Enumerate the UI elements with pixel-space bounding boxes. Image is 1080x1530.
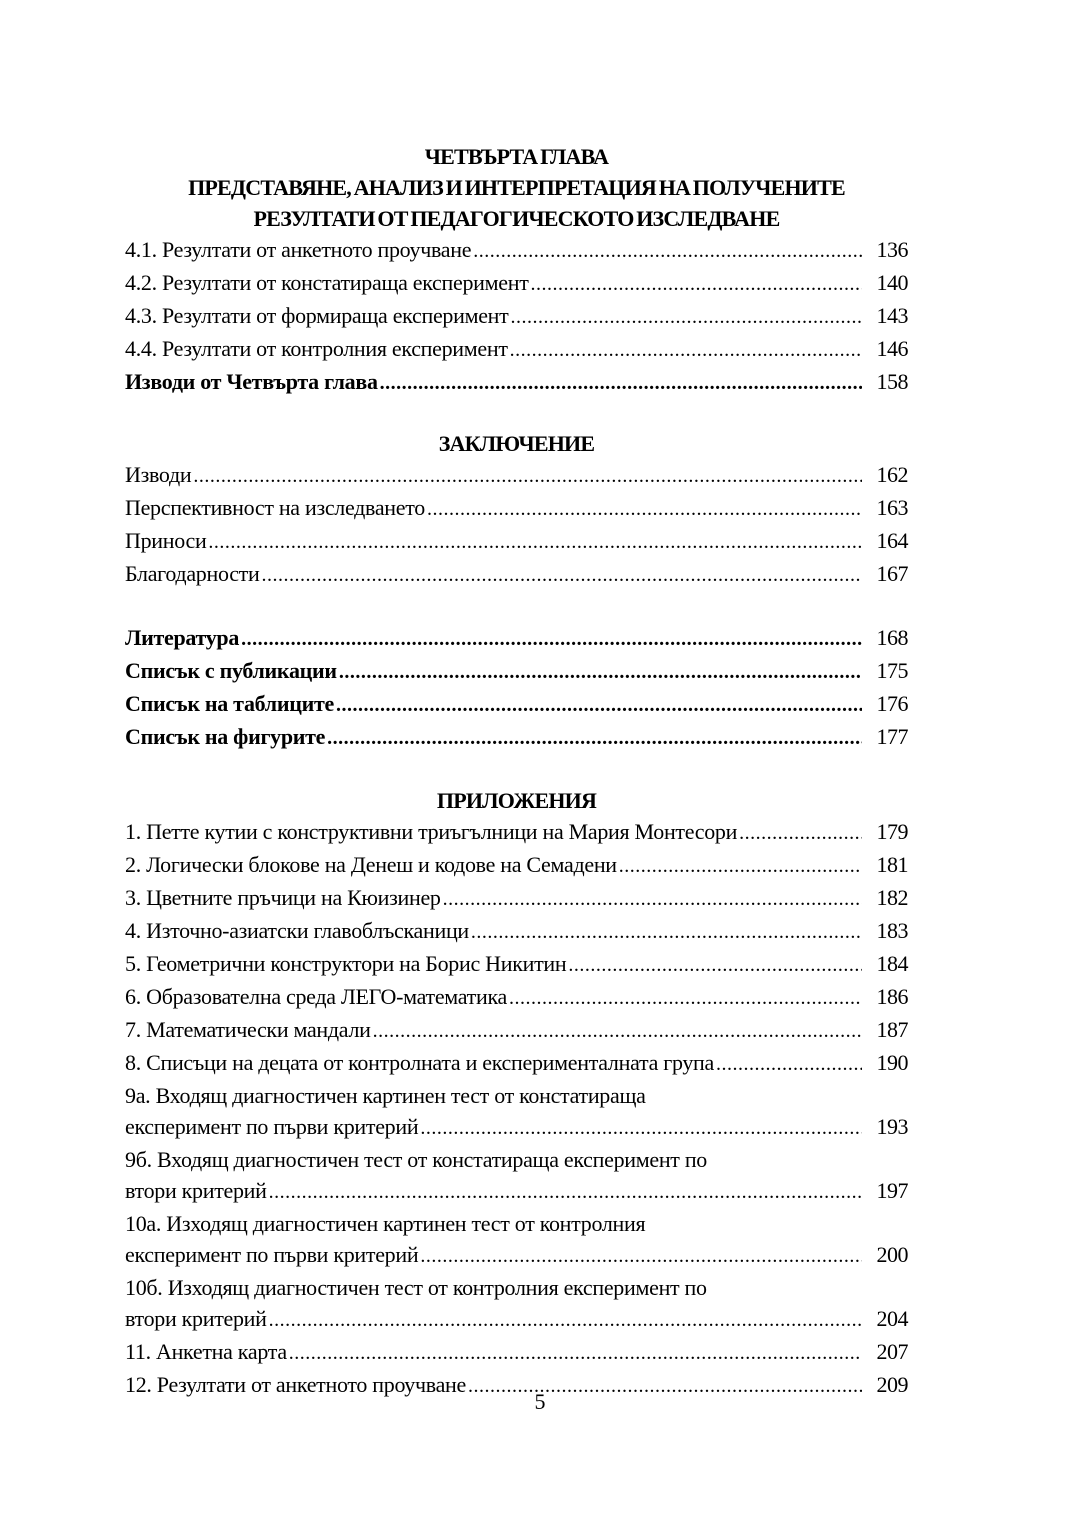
appendices-heading: ПРИЛОЖЕНИЯ	[436, 788, 597, 813]
toc-entry-title: Изводи	[125, 462, 192, 487]
dot-leader	[241, 624, 862, 655]
toc-entry	[125, 1014, 908, 1047]
toc-entry-title: Приноси	[125, 528, 207, 553]
dot-leader	[531, 269, 862, 300]
dot-leader	[568, 950, 862, 981]
dot-leader	[193, 461, 862, 492]
toc-entry	[125, 1239, 908, 1272]
toc-entry	[125, 721, 908, 754]
toc-entry-page: 190	[876, 1050, 908, 1075]
toc-entry-page: 182	[876, 885, 908, 910]
toc-entry-title: 4. Източно-азиатски главоблъсканици	[125, 918, 469, 943]
toc-entry	[125, 981, 908, 1014]
dot-leader	[420, 1241, 862, 1272]
toc-entry-title: експеримент по първи критерий	[125, 1242, 419, 1267]
toc-entry-page: 187	[876, 1017, 908, 1042]
dot-leader	[510, 302, 862, 333]
toc-entry-title-line-1: 10б. Изходящ диагностичен тест от контролния експеримент по	[125, 1275, 707, 1300]
toc-entry-title: 8. Списъци на децата от контролната и експерименталната група	[125, 1050, 714, 1075]
toc-entry-page: 184	[876, 951, 908, 976]
toc-entry-page: 181	[876, 852, 908, 877]
dot-leader	[443, 884, 862, 915]
toc-entry	[125, 366, 908, 399]
page-number: 5	[534, 1389, 546, 1414]
toc-entry	[125, 688, 908, 721]
toc-entry-title: 6. Образователна среда ЛЕГО-математика	[125, 984, 507, 1009]
toc-entry	[125, 948, 908, 981]
toc-entry-title: Изводи от Четвърта глава	[125, 369, 378, 394]
dot-leader	[327, 723, 862, 754]
toc-entry-title: 7. Математически мандали	[125, 1017, 371, 1042]
dot-leader	[269, 1305, 862, 1336]
toc-entry-page: 179	[876, 819, 908, 844]
toc-entry-page: 140	[876, 270, 908, 295]
toc-entry-title: 4.2. Резултати от констатираща експеримент	[125, 270, 529, 295]
toc-entry-page: 197	[876, 1178, 908, 1203]
toc-entry-page: 162	[876, 462, 908, 487]
toc-entry	[125, 333, 908, 366]
toc-entry	[125, 267, 908, 300]
toc-entry-title-line-1: 9б. Входящ диагностичен тест от констатираща експеримент по	[125, 1147, 707, 1172]
chapter-label: ЧЕТВЪРТА ГЛАВА	[424, 144, 609, 169]
toc-entry-title: 4.3. Резултати от формираща експеримент	[125, 303, 509, 328]
toc-entry	[125, 816, 908, 849]
dot-leader	[420, 1113, 862, 1144]
toc-entry	[125, 622, 908, 655]
toc-entry	[125, 525, 908, 558]
toc-entry-title: 1. Петте кутии с конструктивни триъгълници на Мария Монтесори	[125, 819, 738, 844]
toc-entry-page: 167	[876, 561, 908, 586]
toc-entry-page: 177	[876, 724, 908, 749]
conclusion-heading: ЗАКЛЮЧЕНИЕ	[438, 431, 595, 456]
toc-entry-page: 158	[876, 369, 908, 394]
toc-entry-page: 143	[876, 303, 908, 328]
toc-entry-page: 164	[876, 528, 908, 553]
toc-entry	[125, 849, 908, 882]
dot-leader	[473, 236, 862, 267]
toc-entry	[125, 300, 908, 333]
dot-leader	[208, 527, 862, 558]
toc-entry-page: 186	[876, 984, 908, 1009]
dot-leader	[373, 1016, 862, 1047]
dot-leader	[269, 1177, 862, 1208]
dot-leader	[380, 368, 862, 399]
toc-entry-title: Списък на фигурите	[125, 724, 326, 749]
toc-entry-page: 176	[876, 691, 908, 716]
dot-leader	[339, 657, 862, 688]
toc-entry-title: Списък на таблиците	[125, 691, 334, 716]
toc-entry-title: 4.4. Резултати от контролния експеримент	[125, 336, 508, 361]
toc-entry-page: 163	[876, 495, 908, 520]
dot-leader	[289, 1338, 862, 1369]
toc-entry-title: 11. Анкетна карта	[125, 1339, 287, 1364]
toc-entry-title: 12. Резултати от анкетното проучване	[125, 1372, 466, 1397]
chapter-title-line-1: ПРЕДСТАВЯНЕ, АНАЛИЗ И ИНТЕРПРЕТАЦИЯ НА ПОЛУЧЕНИТЕ	[188, 175, 845, 200]
toc-entry	[125, 1303, 908, 1336]
toc-entry-title: експеримент по първи критерий	[125, 1114, 419, 1139]
toc-entry-title: 5. Геометрични конструктори на Борис Никитин	[125, 951, 567, 976]
toc-entry-title: 4.1. Резултати от анкетното проучване	[125, 237, 472, 262]
toc-entry	[125, 1111, 908, 1144]
toc-entry-page: 136	[876, 237, 908, 262]
toc-entry	[125, 655, 908, 688]
toc-entry-page: 209	[876, 1372, 908, 1397]
toc-entry-title: Благодарности	[125, 561, 260, 586]
toc-entry	[125, 558, 908, 591]
toc-entry-page: 193	[876, 1114, 908, 1139]
dot-leader	[510, 335, 862, 366]
toc-entry-title: втори критерий	[125, 1178, 267, 1203]
toc-entry-title: 3. Цветните пръчици на Кюизинер	[125, 885, 441, 910]
dot-leader	[739, 818, 862, 849]
toc-entry-title: Литература	[125, 625, 240, 650]
toc-entry-title: втори критерий	[125, 1306, 267, 1331]
toc-entry	[125, 915, 908, 948]
toc-entry-title-line-1: 10а. Изходящ диагностичен картинен тест от контролния	[125, 1211, 646, 1236]
toc-entry	[125, 492, 908, 525]
toc-entry-title: Перспективност на изследването	[125, 495, 425, 520]
dot-leader	[509, 983, 862, 1014]
toc-entry-page: 207	[876, 1339, 908, 1364]
dot-leader	[619, 851, 862, 882]
toc-entry-title-line-1: 9а. Входящ диагностичен картинен тест от констатираща	[125, 1083, 646, 1108]
toc-entry-title: 2. Логически блокове на Денеш и кодове на Семадени	[125, 852, 617, 877]
dot-leader	[427, 494, 862, 525]
toc-entry	[125, 1175, 908, 1208]
chapter-title-line-2: РЕЗУЛТАТИ ОТ ПЕДАГОГИЧЕСКОТО ИЗСЛЕДВАНЕ	[253, 206, 780, 231]
dot-leader	[261, 560, 862, 591]
dot-leader	[716, 1049, 862, 1080]
toc-entry-page: 200	[876, 1242, 908, 1267]
toc-entry	[125, 459, 908, 492]
toc-entry-page: 168	[876, 625, 908, 650]
toc-entry-title: Списък с публикации	[125, 658, 337, 683]
toc-entry	[125, 1047, 908, 1080]
toc-entry-page: 175	[876, 658, 908, 683]
toc-entry	[125, 234, 908, 267]
toc-entry-page: 183	[876, 918, 908, 943]
toc-entry	[125, 1336, 908, 1369]
toc-entry	[125, 882, 908, 915]
dot-leader	[471, 917, 862, 948]
toc-entry-page: 204	[876, 1306, 908, 1331]
dot-leader	[336, 690, 862, 721]
table-of-contents	[125, 141, 908, 1402]
toc-entry-page: 146	[876, 336, 908, 361]
